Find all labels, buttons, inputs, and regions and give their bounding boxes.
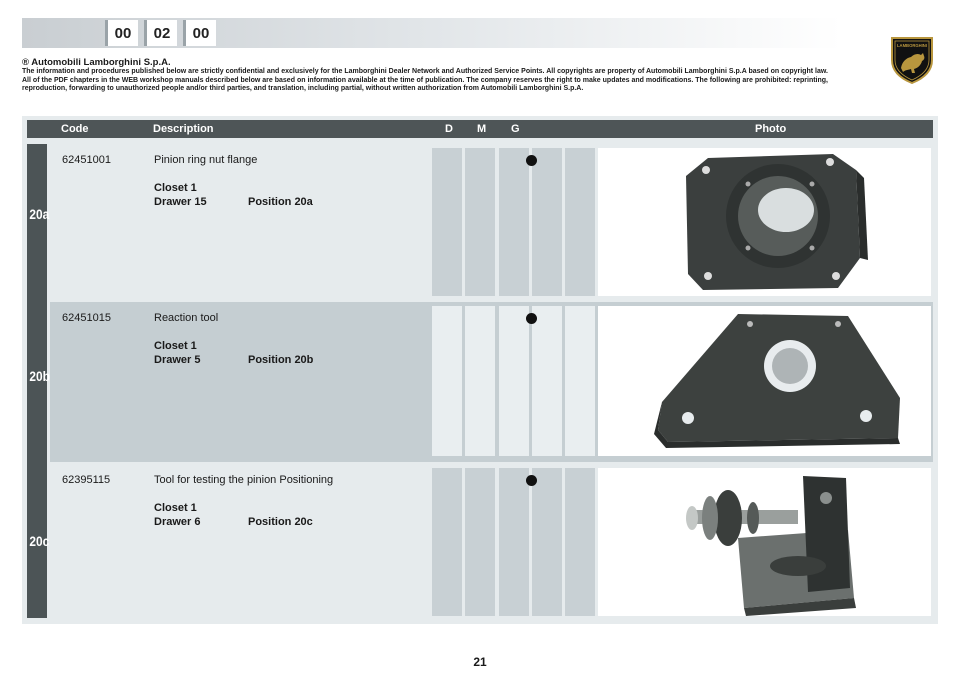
availability-dot: [526, 313, 537, 324]
column-g: G: [511, 123, 520, 135]
flange-tool-photo: [598, 148, 931, 296]
cell-extra: [565, 148, 595, 296]
copyright-notice: [22, 57, 828, 94]
lamborghini-shield-icon: [890, 34, 934, 84]
column-photo: Photo: [755, 123, 787, 135]
row-label: 20a: [29, 206, 50, 222]
cell-g: [499, 306, 529, 456]
table-row: [50, 144, 933, 300]
column-description: Description: [153, 123, 214, 135]
tool-closet: Closet 1: [154, 182, 197, 194]
tool-drawer: Drawer 5: [154, 354, 201, 366]
tool-drawer: Drawer 15: [154, 196, 207, 208]
cell-extra: [565, 468, 595, 616]
copyright-company: ® Automobili Lamborghini S.p.A.: [22, 57, 171, 68]
cell-g: [499, 148, 529, 296]
row-label: 20b: [29, 368, 50, 384]
section-code: [105, 20, 216, 46]
availability-dot: [526, 155, 537, 166]
cell-m: [465, 148, 495, 296]
column-d: D: [445, 123, 453, 135]
cell-d: [432, 306, 462, 456]
reaction-tool-photo: [598, 306, 931, 456]
tool-code: 62451001: [62, 154, 111, 166]
column-m: M: [477, 123, 487, 135]
cell-d: [432, 148, 462, 296]
cell-m: [465, 306, 495, 456]
tool-photo: [598, 306, 931, 456]
copyright-text: The information and procedures published below are strictly confidential and exclusively for the Lamborghini Dealer Network and Authorized Service Points. All copyrights are property of Automobili Lamborghini S.p.A based on copyright law. All of the PDF chapters in the WEB workshop manuals described below are based on information available at the time of publication. The company reserves the right to make updates and modifications. The following are prohibited: reprinting, reproduction, forwarding to unauthorized people and/or third parties, and translation, including partial, without written authorization from Automobili Lamborghini S.p.A.: [22, 68, 828, 93]
pinion-test-tool-photo: [598, 468, 931, 616]
cell-extra: [532, 306, 562, 456]
tool-closet: Closet 1: [154, 502, 197, 514]
tool-closet: Closet 1: [154, 340, 197, 352]
tool-photo: [598, 468, 931, 616]
table-row: [50, 302, 933, 462]
tool-code: 62395115: [62, 474, 111, 486]
tool-position: Position 20a: [248, 196, 313, 208]
availability-dot: [526, 475, 537, 486]
tool-position: Position 20c: [248, 516, 313, 528]
cell-d: [432, 468, 462, 616]
section-code-box: 02: [144, 20, 177, 46]
table-header: [27, 120, 933, 138]
logo-wordmark: LAMBORGHINI: [896, 43, 928, 48]
column-code: Code: [61, 123, 89, 135]
cell-extra: [565, 306, 595, 456]
tool-description: Tool for testing the pinion Positioning: [154, 474, 334, 486]
tool-table: [22, 116, 938, 624]
table-row: [50, 464, 933, 620]
tool-code: 62451015: [62, 312, 111, 324]
cell-m: [465, 468, 495, 616]
section-code-box: 00: [105, 20, 138, 46]
tool-position: Position 20b: [248, 354, 314, 366]
cell-extra: [532, 148, 562, 296]
tool-drawer: Drawer 6: [154, 516, 201, 528]
tool-description: Pinion ring nut flange: [154, 154, 258, 166]
tool-description: Reaction tool: [154, 312, 219, 324]
cell-extra: [532, 468, 562, 616]
row-label: 20c: [29, 533, 50, 549]
cell-g: [499, 468, 529, 616]
tool-photo: [598, 148, 931, 296]
section-code-box: 00: [183, 20, 216, 46]
page-number: 21: [473, 655, 487, 669]
